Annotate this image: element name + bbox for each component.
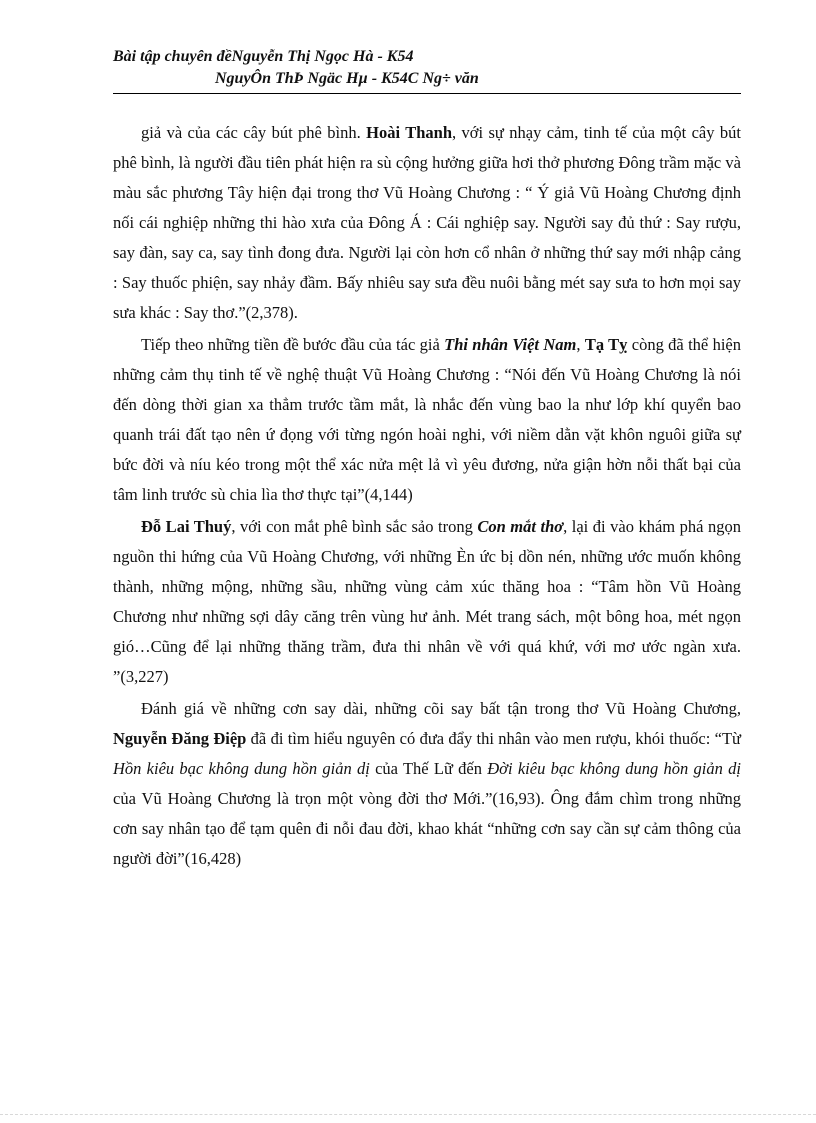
page-header: [113, 46, 741, 94]
text-run: , với sự nhạy cảm, tinh tế của một cây bút phê bình, là người đầu tiên phát hiện ra sù cộng hưởng giữa hơi thở phương Đông trầm mặc và màu sắc phương Tây hiện đại trong thơ Vũ Hoàng Chương : “ Ý giả Vũ Hoàng Chương định nối cái nghiệp những thi hào xưa của Đông Á : Cái nghiệp say. Người say đủ thứ : Say rượu, say đàn, say ca, say tình đong đưa. Người lại còn hơn cổ nhân ở những thứ say mới nhập cảng : Say thuốc phiện, say nhảy đầm. Bấy nhiêu say sưa đều nuôi bằng mét say sưa to hơn mọi say sưa khác : Say thơ.”(2,378).: [113, 123, 741, 322]
author-name-nguyen-dang-diep: Nguyễn Đăng Điệp: [113, 729, 247, 748]
author-name-ta-ty: Tạ Tỵ: [584, 335, 628, 354]
paragraph-ta-ty: [113, 330, 741, 510]
text-run: Đánh giá về những cơn say dài, những cõi say bất tận trong thơ Vũ Hoàng Chương,: [141, 699, 741, 718]
text-run: còng đã thể hiện những cảm thụ tinh tế về nghệ thuật Vũ Hoàng Chương : “Nói đến Vũ Hoàng Chương là nói đến dòng thời gian xa thẳm trước tầm mắt, là nhắc đến vùng bao la như lớp khí quyển bao quanh trái đất tạo nên ứ đọng với từng ngón hoài nghi, với niềm dằn vặt khôn nguôi giữa sự bức đời và níu kéo trong một thể xác nửa mệt lả vì yêu đương, nửa giận hờn nỗi thất bại của tâm linh trước sù chia lìa thơ thực tại”(4,144): [113, 335, 741, 504]
text-run: Tiếp theo những tiền đề bước đầu của tác giả: [141, 335, 445, 354]
text-run: , lại đi vào khám phá ngọn nguồn thi hứng của Vũ Hoàng Chương, với những Èn ức bị dồn nén, những ước muốn không thành, những mộng, những sầu, những vùng cảm xúc thăng hoa : “Tâm hồn Vũ Hoàng Chương như những sợi dây căng trên vùng hư ảnh. Mét trang sách, một bông hoa, mét ngọn gió…Cũng để lại những thăng trầm, đưa thi nhân về với quá khứ, với mơ ước ngàn xưa. ”(3,227): [113, 517, 741, 686]
text-run: giả và của các cây bút phê bình.: [141, 123, 367, 142]
document-body: [113, 118, 741, 876]
author-name-hoai-thanh: Hoài Thanh: [366, 123, 452, 142]
paragraph-hoai-thanh: [113, 118, 741, 328]
page-bottom-divider: [0, 1114, 816, 1115]
paragraph-nguyen-dang-diep: [113, 694, 741, 874]
paragraph-do-lai-thuy: [113, 512, 741, 692]
text-run: của Thế Lữ đến: [369, 759, 488, 778]
text-run: của Vũ Hoàng Chương là trọn một vòng đời thơ Mới.”(16,93). Ông đắm chìm trong những cơn say nhân tạo để tạm quên đi nỗi đau đời, khao khát “những cơn say cần sự cảm thông của người đời”(16,428): [113, 789, 741, 868]
header-line-2: NguyÔn ThÞ Ngäc Hµ - K54C Ng÷ văn: [215, 70, 479, 87]
header-line-1: Bài tập chuyên đềNguyễn Thị Ngọc Hà - K54: [113, 48, 414, 65]
text-run: , với con mắt phê bình sắc sảo trong: [231, 517, 478, 536]
text-run: đã đi tìm hiểu nguyên có đưa đẩy thi nhân vào men rượu, khói thuốc: “Từ: [246, 729, 741, 748]
book-title-con-mat-tho: Con mắt thơ: [477, 517, 564, 536]
work-title-doi-kieu-bac: Đời kiêu bạc không dung hồn giản dị: [487, 759, 741, 778]
text-run: ,: [576, 335, 585, 354]
book-title-thi-nhan-viet-nam: Thi nhân Việt Nam: [444, 335, 577, 354]
author-name-do-lai-thuy: Đỗ Lai Thuý: [141, 517, 232, 536]
work-title-hon-kieu-bac: Hồn kiêu bạc không dung hồn giản dị: [113, 759, 370, 778]
